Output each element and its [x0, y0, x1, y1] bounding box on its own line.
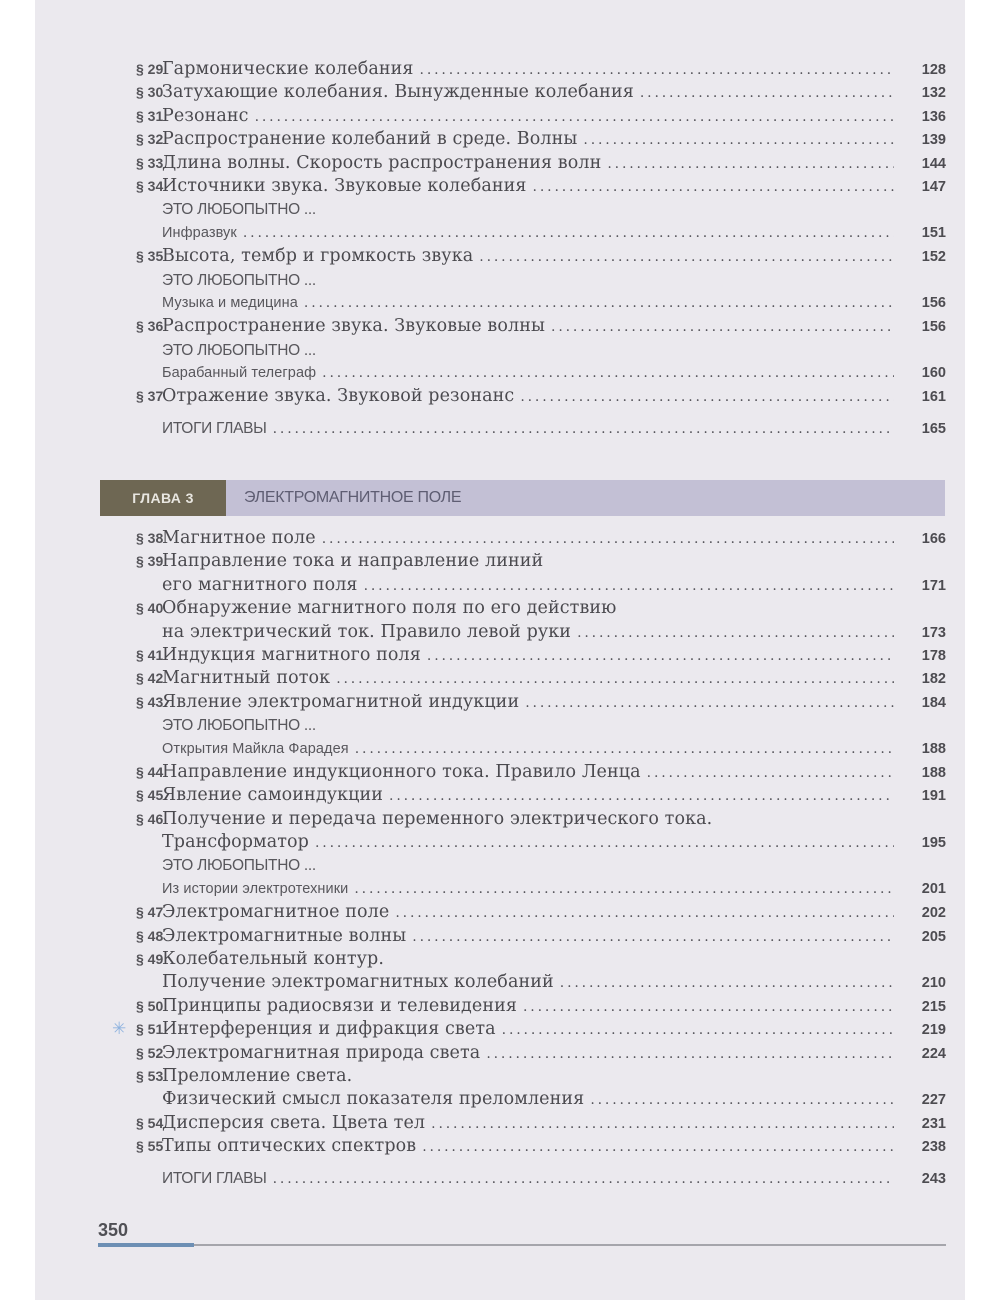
leader-dots: [395, 902, 894, 925]
paragraph-number: § 41: [136, 646, 164, 663]
leader-dots: [336, 668, 894, 691]
entry-title: Музыка и медицина: [162, 294, 298, 311]
entry-title-wrap: [162, 621, 908, 645]
toc-entry-paragraph: [100, 644, 946, 667]
entry-page-number: 215: [921, 998, 946, 1015]
entry-title: Явление электромагнитной индукции: [162, 691, 520, 712]
leader-dots: [533, 176, 894, 199]
entry-title: Распространение колебаний в среде. Волны: [162, 129, 578, 150]
entry-title: ЭТО ЛЮБОПЫТНО ...: [162, 857, 316, 875]
entry-title: Направление тока и направление линий: [162, 551, 544, 572]
paragraph-number: § 48: [136, 927, 164, 944]
entry-title-wrap: [162, 878, 908, 901]
entry-title: Обнаружение магнитного поля по его действию: [162, 598, 617, 619]
entry-page-number: 238: [921, 1139, 946, 1156]
entry-title: Преломление света.: [162, 1065, 353, 1086]
leader-dots: [412, 926, 894, 949]
entry-title-wrap: [162, 597, 908, 620]
toc-entry-paragraph: [100, 784, 946, 807]
toc-entry-paragraph: [100, 315, 946, 338]
page-number: 350: [98, 1220, 129, 1240]
toc-entry-summary: [100, 417, 946, 440]
leader-dots: [640, 82, 894, 105]
paragraph-number: § 54: [136, 1114, 164, 1131]
toc-entry-interest: [100, 339, 946, 362]
paragraph-number: § 44: [136, 763, 164, 780]
toc-entry-paragraph: [100, 385, 946, 408]
entry-title-wrap: [162, 644, 908, 668]
chapter-title: ЭЛЕКТРОМАГНИТНОЕ ПОЛЕ: [226, 480, 945, 516]
toc-entry-paragraph: [100, 175, 946, 198]
entry-page-number: 224: [921, 1045, 946, 1062]
toc-entry-paragraph: [100, 948, 946, 971]
entry-title-wrap: [162, 105, 908, 129]
chapter-label: ГЛАВА 3: [100, 480, 226, 516]
toc-entry-paragraph: [100, 58, 946, 81]
entry-page-number: 161: [921, 389, 946, 406]
entry-title: Получение и передача переменного электрического тока.: [162, 808, 713, 829]
entry-page-number: 147: [921, 178, 946, 195]
leader-dots: [273, 418, 894, 441]
entry-title-wrap: [162, 1018, 908, 1042]
entry-title: Из истории электротехники: [162, 880, 349, 897]
entry-page-number: 171: [921, 577, 946, 594]
entry-title-wrap: [162, 81, 908, 105]
paragraph-number: § 52: [136, 1044, 164, 1061]
toc-entry-paragraph: [100, 152, 946, 175]
paragraph-number: § 42: [136, 670, 164, 687]
entry-title-wrap: [162, 245, 908, 269]
paragraph-number: § 51: [136, 1021, 164, 1038]
entry-title-wrap: [162, 1135, 908, 1159]
entry-title-wrap: [162, 1065, 908, 1088]
entry-title: Трансформатор: [162, 832, 309, 853]
toc-entry-paragraph: [100, 995, 946, 1018]
toc-entry-interest: [100, 854, 946, 877]
entry-title: Физический смысл показателя преломления: [162, 1089, 585, 1110]
chapter-banner: [100, 480, 945, 516]
entry-page-number: 227: [921, 1092, 946, 1109]
entry-title: Барабанный телеграф: [162, 365, 317, 382]
leader-dots: [354, 878, 894, 901]
leader-dots: [486, 1043, 894, 1066]
leader-dots: [525, 692, 894, 715]
entry-title: Электромагнитное поле: [162, 902, 390, 923]
toc-entry-interest: [100, 269, 946, 292]
leader-dots: [520, 386, 894, 409]
entry-title: ИТОГИ ГЛАВЫ: [162, 1169, 267, 1187]
toc-entry-continuation: [100, 1088, 946, 1111]
leader-dots: [322, 362, 894, 385]
paragraph-number: § 39: [136, 553, 164, 570]
entry-page-number: 139: [921, 132, 946, 149]
entry-title: Типы оптических спектров: [162, 1136, 417, 1157]
entry-title: ЭТО ЛЮБОПЫТНО ...: [162, 341, 316, 359]
toc-entry-paragraph: [100, 808, 946, 831]
paragraph-number: § 45: [136, 787, 164, 804]
leader-dots: [427, 645, 894, 668]
leader-dots: [243, 222, 894, 245]
entry-title: Явление самоиндукции: [162, 785, 384, 806]
paragraph-number: § 49: [136, 951, 164, 968]
toc-entry-paragraph: [100, 901, 946, 924]
toc-entry-paragraph: [100, 245, 946, 268]
paragraph-number: § 36: [136, 318, 164, 335]
entry-title-wrap: [162, 550, 908, 573]
toc-entry-paragraph: [100, 597, 946, 620]
entry-title-wrap: [162, 574, 908, 598]
leader-dots: [273, 1168, 894, 1191]
entry-title-wrap: [162, 714, 908, 737]
toc-entry-paragraph: [100, 1135, 946, 1158]
entry-title-wrap: [162, 948, 908, 971]
toc-entry-sub: [100, 362, 946, 385]
paragraph-number: § 50: [136, 997, 164, 1014]
entry-page-number: 156: [921, 319, 946, 336]
entry-page-number: 128: [921, 62, 946, 78]
toc-entry-sub: [100, 292, 946, 315]
entry-title-wrap: [162, 761, 908, 785]
entry-title-wrap: [162, 362, 908, 385]
entry-page-number: 205: [921, 928, 946, 945]
entry-title-wrap: [162, 901, 908, 925]
toc-entry-paragraph: [100, 761, 946, 784]
toc-entry-paragraph: [100, 81, 946, 104]
entry-page-number: 173: [921, 624, 946, 641]
entry-title-wrap: [162, 198, 908, 221]
entry-title: ЭТО ЛЮБОПЫТНО ...: [162, 271, 316, 289]
paragraph-number: § 30: [136, 84, 164, 101]
entry-title-wrap: [162, 527, 908, 551]
toc-entry-sub: [100, 878, 946, 901]
paragraph-number: § 37: [136, 388, 164, 405]
leader-dots: [590, 1089, 894, 1112]
entry-title-wrap: [162, 808, 908, 831]
entry-title-wrap: [162, 831, 908, 855]
entry-page-number: 188: [921, 764, 946, 781]
entry-title-wrap: [162, 1042, 908, 1066]
entry-title-wrap: [162, 417, 908, 441]
toc-section-chapter-2: [100, 58, 946, 440]
entry-title: Интерференция и дифракция света: [162, 1019, 496, 1040]
toc-entry-sub: [100, 738, 946, 761]
paragraph-number: § 38: [136, 530, 164, 546]
entry-page-number: 144: [921, 155, 946, 172]
entry-title: Принципы радиосвязи и телевидения: [162, 995, 517, 1016]
leader-dots: [304, 292, 894, 315]
entry-title-wrap: [162, 339, 908, 362]
entry-title: Резонанс: [162, 105, 249, 126]
leader-dots: [355, 738, 894, 761]
toc-entry-paragraph: [100, 1065, 946, 1088]
footer-accent-bar: [98, 1243, 194, 1247]
leader-dots: [607, 153, 894, 176]
entry-title-wrap: [162, 175, 908, 199]
entry-page-number: 165: [921, 420, 946, 437]
entry-title-wrap: [162, 222, 908, 245]
entry-title-wrap: [162, 269, 908, 292]
entry-title: Электромагнитные волны: [162, 925, 407, 946]
footer-rule: [98, 1244, 946, 1246]
entry-title: Колебательный контур.: [162, 949, 385, 970]
toc-entry-interest: [100, 714, 946, 737]
entry-page-number: 136: [921, 108, 946, 125]
entry-page-number: 184: [921, 694, 946, 711]
leader-dots: [479, 246, 894, 269]
entry-title-wrap: [162, 385, 908, 409]
toc-entry-summary: [100, 1167, 946, 1190]
leader-dots: [389, 785, 894, 808]
entry-page-number: 219: [921, 1022, 946, 1039]
entry-title-wrap: [162, 152, 908, 176]
entry-title: его магнитного поля: [162, 574, 358, 595]
entry-page-number: 160: [921, 365, 946, 382]
paragraph-number: § 31: [136, 107, 164, 124]
toc-entry-continuation: [100, 831, 946, 854]
leader-dots: [255, 106, 894, 129]
paragraph-number: § 43: [136, 693, 164, 710]
entry-title: на электрический ток. Правило левой руки: [162, 621, 572, 642]
entry-title: Индукция магнитного поля: [162, 644, 421, 665]
entry-title-wrap: [162, 315, 908, 339]
entry-page-number: 195: [921, 835, 946, 852]
snowflake-icon: ✳: [112, 1019, 127, 1040]
toc-entry-paragraph: [100, 128, 946, 151]
entry-page-number: 201: [921, 880, 946, 897]
toc-entry-paragraph: [100, 925, 946, 948]
entry-title: ИТОГИ ГЛАВЫ: [162, 419, 267, 437]
paragraph-number: § 53: [136, 1067, 164, 1084]
entry-title-wrap: [162, 995, 908, 1019]
toc-entry-paragraph: [100, 1112, 946, 1135]
paragraph-number: § 35: [136, 248, 164, 265]
entry-page-number: 231: [921, 1115, 946, 1132]
entry-title: ЭТО ЛЮБОПЫТНО ...: [162, 201, 316, 219]
toc-entry-paragraph: [100, 527, 946, 550]
entry-title-wrap: [162, 738, 908, 761]
entry-title: Магнитное поле: [162, 528, 316, 548]
toc-entry-sub: [100, 222, 946, 245]
paragraph-number: § 46: [136, 810, 164, 827]
entry-title: Распространение звука. Звуковые волны: [162, 316, 546, 337]
leader-dots: [431, 1113, 894, 1136]
entry-page-number: 188: [921, 740, 946, 757]
entry-title: Затухающие колебания. Вынужденные колебания: [162, 82, 634, 103]
entry-title-wrap: [162, 128, 908, 152]
toc-entry-paragraph: [100, 667, 946, 690]
entry-title: Отражение звука. Звуковой резонанс: [162, 386, 515, 407]
entry-title-wrap: [162, 854, 908, 877]
entry-title: ЭТО ЛЮБОПЫТНО ...: [162, 717, 316, 735]
entry-title-wrap: [162, 691, 908, 715]
entry-page-number: 178: [921, 647, 946, 664]
entry-page-number: 182: [921, 671, 946, 688]
entry-title-wrap: [162, 1167, 908, 1191]
entry-title-wrap: [162, 292, 908, 315]
entry-title-wrap: [162, 784, 908, 808]
entry-title-wrap: [162, 58, 908, 82]
entry-page-number: 166: [921, 531, 946, 547]
entry-page-number: 132: [921, 85, 946, 102]
leader-dots: [502, 1019, 894, 1042]
entry-title-wrap: [162, 1088, 908, 1112]
entry-page-number: 151: [921, 224, 946, 241]
entry-page-number: 152: [921, 249, 946, 266]
entry-title-wrap: [162, 1112, 908, 1136]
paragraph-number: § 33: [136, 154, 164, 171]
entry-page-number: 243: [921, 1170, 946, 1187]
entry-title-wrap: [162, 971, 908, 995]
toc-entry-continuation: [100, 971, 946, 994]
paragraph-number: § 34: [136, 177, 164, 194]
entry-title: Направление индукционного тока. Правило Ленца: [162, 761, 641, 782]
toc-entry-paragraph: [100, 691, 946, 714]
entry-title: Высота, тембр и громкость звука: [162, 246, 474, 267]
toc-section-chapter-3: [100, 527, 946, 1190]
paragraph-number: § 32: [136, 131, 164, 148]
entry-title-wrap: [162, 667, 908, 691]
entry-title: Длина волны. Скорость распространения волн: [162, 152, 602, 173]
leader-dots: [420, 59, 894, 82]
leader-dots: [577, 622, 894, 645]
toc-entry-continuation: [100, 621, 946, 644]
toc-entry-interest: [100, 198, 946, 221]
entry-page-number: 156: [921, 294, 946, 311]
toc-entry-paragraph: [100, 1018, 946, 1041]
entry-page-number: 191: [921, 788, 946, 805]
entry-title: Получение электромагнитных колебаний: [162, 972, 554, 993]
leader-dots: [583, 129, 894, 152]
leader-dots: [560, 972, 894, 995]
toc-entry-paragraph: [100, 1042, 946, 1065]
leader-dots: [364, 575, 894, 598]
leader-dots: [647, 762, 894, 785]
entry-title: Инфразвук: [162, 224, 237, 241]
paragraph-number: § 29: [136, 61, 164, 77]
entry-title: Гармонические колебания: [162, 59, 414, 79]
leader-dots: [422, 1136, 894, 1159]
toc-entry-paragraph: [100, 550, 946, 573]
leader-dots: [523, 996, 894, 1019]
paragraph-number: § 47: [136, 904, 164, 921]
entry-page-number: 202: [921, 905, 946, 922]
paragraph-number: § 40: [136, 600, 164, 617]
toc-entry-continuation: [100, 574, 946, 597]
entry-page-number: 210: [921, 975, 946, 992]
entry-title: Электромагнитная природа света: [162, 1042, 481, 1063]
paragraph-number: § 55: [136, 1138, 164, 1155]
entry-title-wrap: [162, 925, 908, 949]
entry-title: Открытия Майкла Фарадея: [162, 740, 349, 757]
leader-dots: [551, 316, 894, 339]
toc-entry-paragraph: [100, 105, 946, 128]
leader-dots: [322, 528, 894, 551]
leader-dots: [315, 832, 894, 855]
entry-title: Источники звука. Звуковые колебания: [162, 175, 527, 196]
entry-title: Магнитный поток: [162, 668, 331, 689]
entry-title: Дисперсия света. Цвета тел: [162, 1112, 426, 1133]
